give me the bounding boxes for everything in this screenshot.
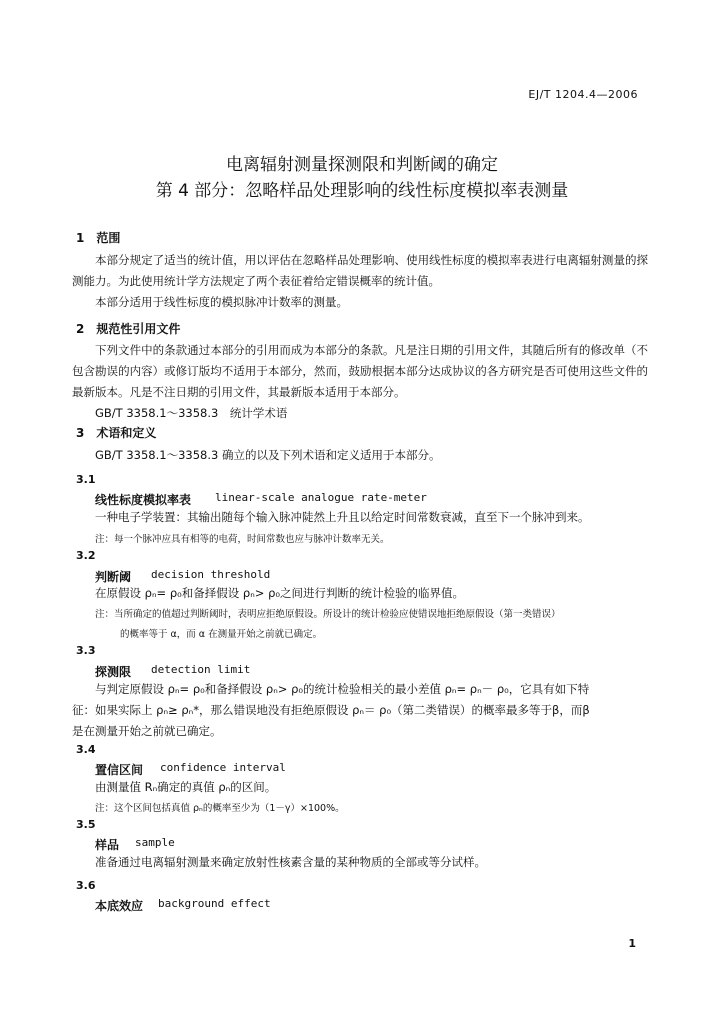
term-3-1-note: 注：每一个脉冲应具有相等的电荷，时间常数也应与脉冲计数率无关。 bbox=[95, 534, 390, 545]
term-3-3-name-en: detection limit bbox=[151, 663, 251, 676]
term-3-5-name-en: sample bbox=[135, 836, 175, 849]
term-3-1-number: 3.1 bbox=[76, 473, 96, 486]
section-1-para-2: 本部分适用于线性标度的模拟脉冲计数率的测量。 bbox=[95, 295, 348, 309]
term-3-2-note-line-1: 注：当所确定的值超过判断阈时，表明应拒绝原假设。所设计的统计检验应使错误地拒绝原假设（第一类错误） bbox=[95, 609, 561, 620]
section-2-heading: 2 规范性引用文件 bbox=[76, 322, 181, 336]
standard-number: EJ/T 1204.4—2006 bbox=[528, 88, 638, 101]
term-3-2-note-line-2: 的概率等于 α，而 α 在测量开始之前就已确定。 bbox=[120, 629, 323, 640]
section-1-para-1: 本部分规定了适当的统计值，用以评估在忽略样品处理影响、使用线性标度的模拟率表进行电离辐射测量的探测能力。为此使用统计学方法规定了两个表征着给定错误概率的统计值。 bbox=[72, 253, 648, 288]
term-3-1-name-en: linear-scale analogue rate-meter bbox=[215, 491, 427, 504]
term-3-5-definition: 准备通过电离辐射测量来确定放射性核素含量的某种物质的全部或等分试样。 bbox=[95, 855, 486, 869]
term-3-6-number: 3.6 bbox=[76, 879, 96, 892]
section-2-para-1: 下列文件中的条款通过本部分的引用而成为本部分的条款。凡是注日期的引用文件，其随后所有的修改单（不包含勘误的内容）或修订版均不适用于本部分，然而，鼓励根据本部分达成协议的各方研究是否可使用这些文件的最新版本。凡是不注日期的引用文件，其最新版本适用于本部分。 bbox=[72, 343, 648, 399]
term-3-4-number: 3.4 bbox=[76, 743, 96, 756]
term-3-4-note: 注：这个区间包括真值 ρₙ的概率至少为（1－γ）×100%。 bbox=[95, 803, 345, 814]
term-3-6-name-cn: 本底效应 bbox=[95, 899, 144, 913]
term-3-3-definition-line-1: 与判定原假设 ρₙ= ρ₀和备择假设 ρₙ> ρ₀的统计检验相关的最小差值 ρₙ= ρₙ－ ρ₀，它具有如下特 bbox=[95, 682, 590, 696]
section-2-reference: GB/T 3358.1～3358.3 统计学术语 bbox=[95, 406, 288, 420]
term-3-4-name-cn: 置信区间 bbox=[95, 763, 144, 777]
term-3-6-name-en: background effect bbox=[158, 897, 271, 910]
term-3-5-name-cn: 样品 bbox=[95, 838, 120, 852]
section-1-heading: 1 范围 bbox=[76, 231, 121, 245]
section-3-heading: 3 术语和定义 bbox=[76, 426, 157, 440]
term-3-2-number: 3.2 bbox=[76, 549, 96, 562]
page-number: 1 bbox=[628, 937, 636, 950]
term-3-1-name-cn: 线性标度模拟率表 bbox=[95, 493, 192, 507]
term-3-2-definition: 在原假设 ρₙ= ρ₀和备择假设 ρₙ> ρ₀之间进行判断的统计检验的临界值。 bbox=[95, 586, 464, 600]
term-3-4-definition: 由测量值 Rₙ确定的真值 ρₙ的区间。 bbox=[95, 780, 277, 794]
term-3-5-number: 3.5 bbox=[76, 818, 96, 831]
term-3-3-definition-line-3: 是在测量开始之前就已确定。 bbox=[72, 724, 222, 738]
title-line-1: 电离辐射测量探测限和判断阈的确定 bbox=[226, 155, 498, 175]
term-3-1-definition: 一种电子学装置：其输出随每个输入脉冲陡然上升且以给定时间常数衰减，直至下一个脉冲到来。 bbox=[95, 510, 590, 524]
term-3-4-name-en: confidence interval bbox=[160, 761, 286, 774]
term-3-3-name-cn: 探测限 bbox=[95, 665, 132, 679]
title-line-2: 第 4 部分：忽略样品处理影响的线性标度模拟率表测量 bbox=[155, 181, 569, 201]
term-3-3-definition-line-2: 征：如果实际上 ρₙ≥ ρₙ*，那么错误地没有拒绝原假设 ρₙ＝ ρ₀（第二类错误）的概率最多等于β，而β bbox=[72, 703, 590, 717]
section-3-intro: GB/T 3358.1～3358.3 确立的以及下列术语和定义适用于本部分。 bbox=[95, 448, 441, 462]
term-3-2-name-cn: 判断阈 bbox=[95, 570, 132, 584]
term-3-3-number: 3.3 bbox=[76, 644, 96, 657]
term-3-2-name-en: decision threshold bbox=[151, 568, 271, 581]
